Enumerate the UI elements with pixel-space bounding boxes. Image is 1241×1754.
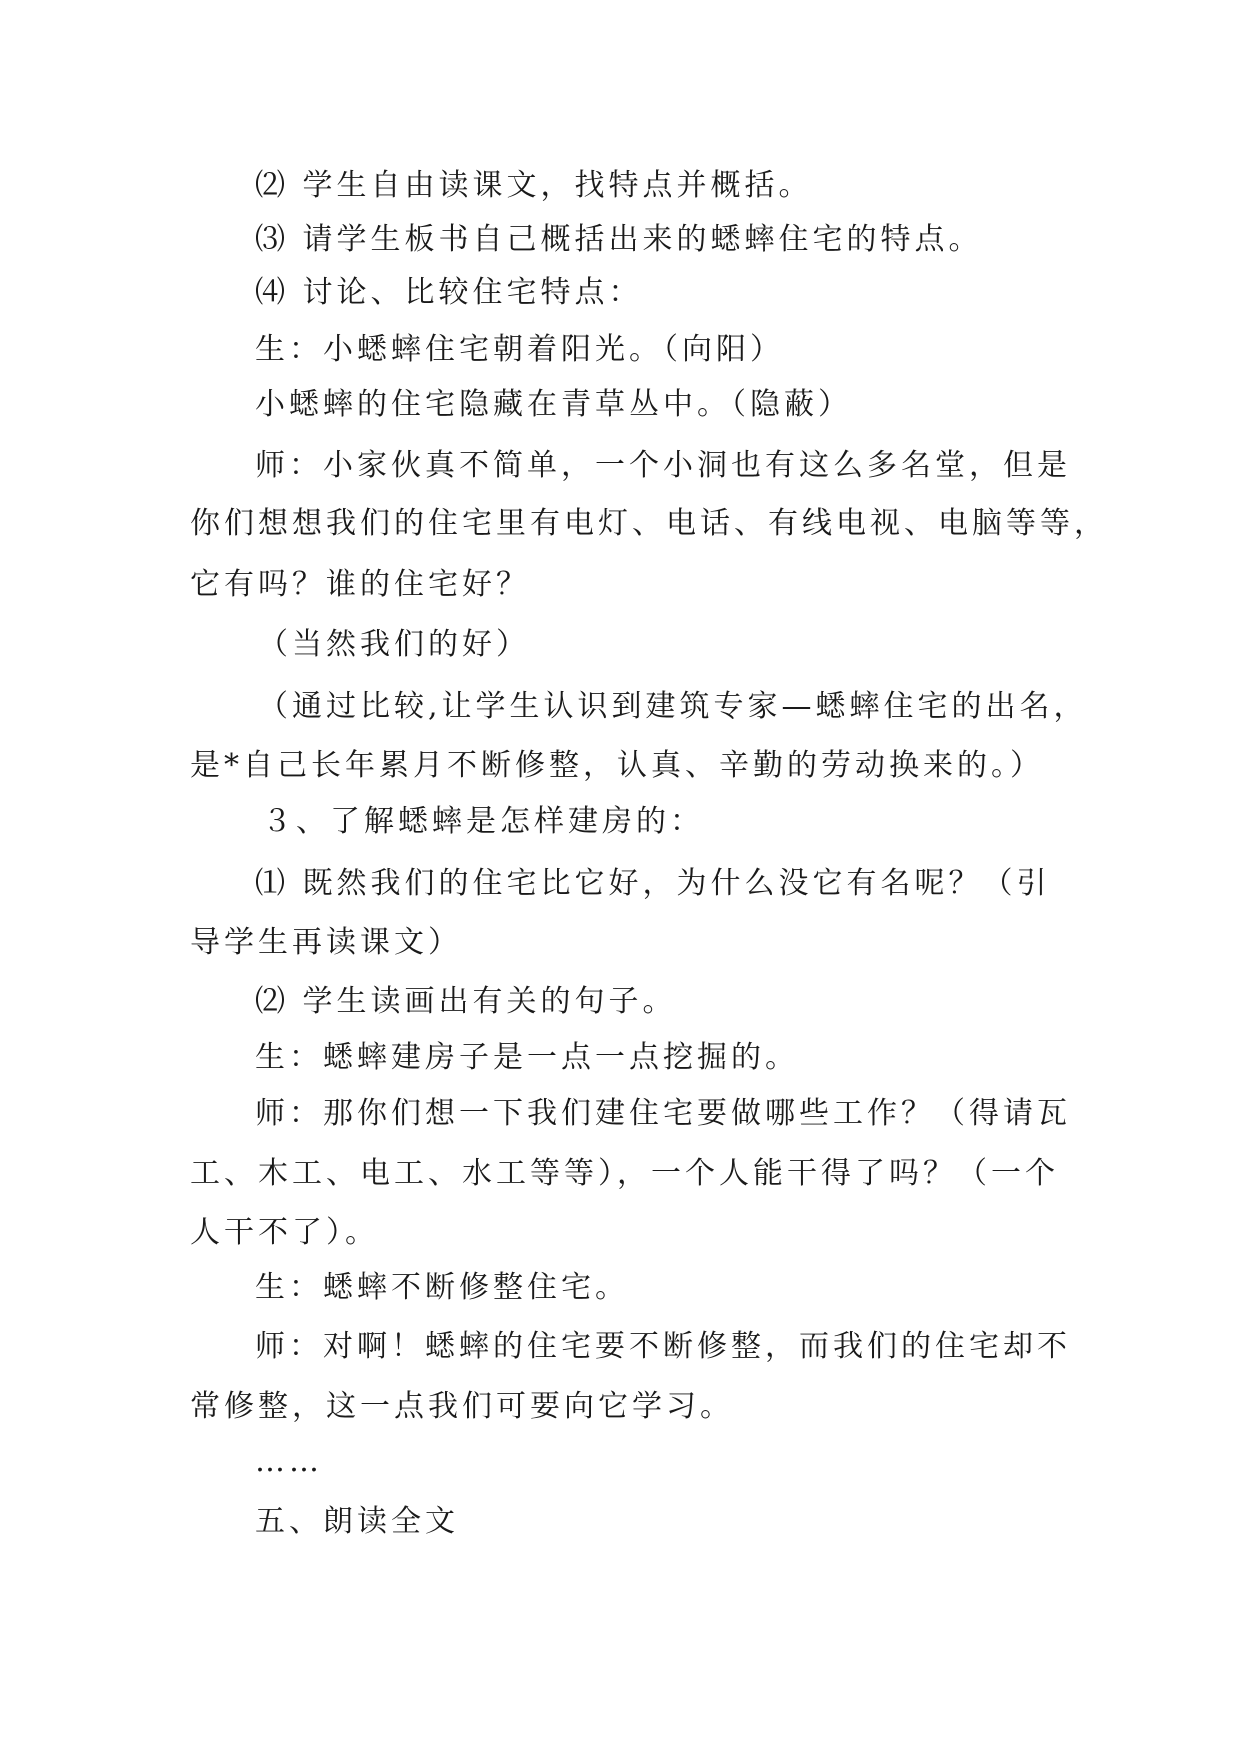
section-heading: 五、朗读全文 [255,1504,459,1539]
paragraph-line: 是*自己长年累月不断修整，认真、辛勤的劳动换来的。） [190,748,1044,783]
ellipsis-line: …… [255,1444,323,1479]
paragraph-line: 常修整，这一点我们可要向它学习。 [190,1389,734,1424]
paragraph-line: 它有吗？谁的住宅好？ [190,567,530,602]
paragraph-line: 生：蟋蟀不断修整住宅。 [255,1270,629,1305]
paragraph-line: 师：那你们想一下我们建住宅要做哪些工作？（得请瓦 [255,1096,1071,1131]
paragraph-line: ⑵ 学生读画出有关的句子。 [255,984,677,1019]
paragraph-line: 导学生再读课文） [190,925,462,960]
paragraph-line: ⑶ 请学生板书自己概括出来的蟋蟀住宅的特点。 [255,222,983,257]
paragraph-line: 生：蟋蟀建房子是一点一点挖掘的。 [255,1040,799,1075]
paragraph-line: 你们想想我们的住宅里有电灯、电话、有线电视、电脑等等， [190,506,1108,541]
paragraph-line: ⑴ 既然我们的住宅比它好，为什么没它有名呢？（引 [255,866,1051,901]
paragraph-line: （通过比较,让学生认识到建筑专家—蟋蟀住宅的出名， [258,689,1088,724]
paragraph-line: 生：小蟋蟀住宅朝着阳光。（向阳） [255,332,784,367]
paragraph-line: 小蟋蟀的住宅隐藏在青草丛中。（隐蔽） [255,387,852,422]
paragraph-line: 人干不了）。 [190,1215,379,1250]
paragraph-line: 工、木工、电工、水工等等），一个人能干得了吗？（一个 [190,1156,1059,1191]
paragraph-line: 师：对啊！蟋蟀的住宅要不断修整，而我们的住宅却不 [255,1329,1071,1364]
section-heading: ３、了解蟋蟀是怎样建房的： [262,804,704,839]
paragraph-line: （当然我们的好） [258,627,530,662]
paragraph-line: ⑷ 讨论、比较住宅特点： [255,275,643,310]
paragraph-line: ⑵ 学生自由读课文，找特点并概括。 [255,168,813,203]
paragraph-line: 师：小家伙真不简单，一个小洞也有这么多名堂，但是 [255,448,1071,483]
